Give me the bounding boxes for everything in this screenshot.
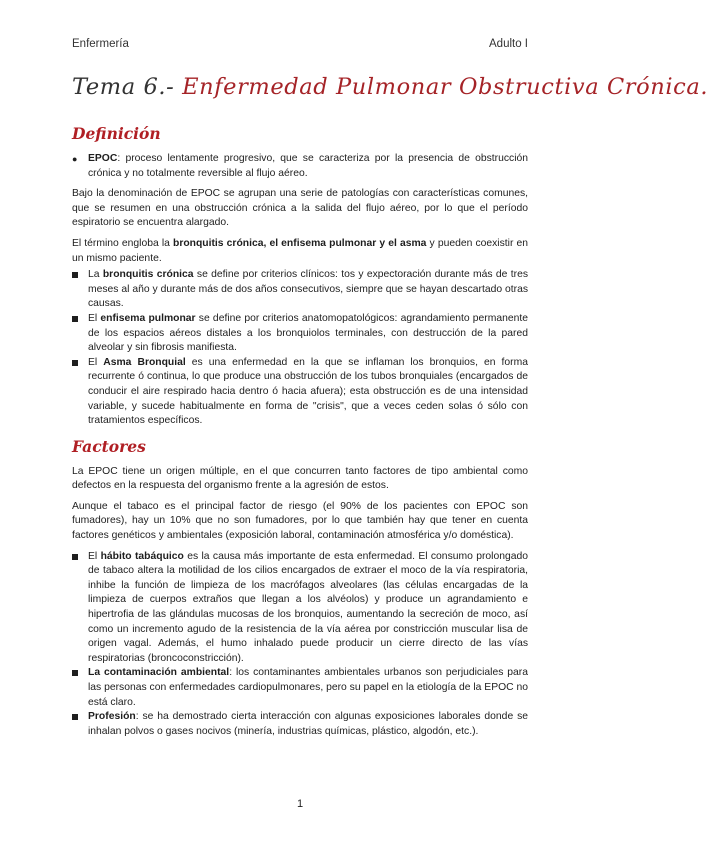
title-part1: Tema 6.- bbox=[72, 74, 175, 100]
list-item: La bronquitis crónica se define por criterios clínicos: tos y expectoración durante más de tres meses al año y durante más de dos años consecutivos, siempre que se hayan descartado otras causas. bbox=[72, 268, 528, 312]
header-right: Adulto I bbox=[489, 38, 528, 50]
bullet-square-icon bbox=[72, 356, 88, 429]
section-heading-factores: Factores bbox=[72, 436, 146, 456]
paragraph: El término engloba la bronquitis crónica, el enfisema pulmonar y el asma y pueden coexistir en un mismo paciente. bbox=[72, 237, 529, 264]
list-item: Profesión: se ha demostrado cierta interacción con algunas exposiciones laborales donde se inhalan polvos o gases nocivos (minería, industrias químicas, plástico, algodón, etc.). bbox=[72, 710, 528, 739]
list-item: El hábito tabáquico es la causa más importante de esta enfermedad. El consumo prolongado de tabaco altera la motilidad de los cilios encargados de extraer el moco de la vía respiratoria, inhibe la función de limpieza de los macrófagos alveolares (las células encargadas de la limpieza de cuerpos extraños que llegan a los alvéolos) y produce un agrandamiento e hipertrofia de las glándulas mucosas de los bronquios, aumentando la secreción de moco, así como un incremento agudo de la resistencia de la vía aérea por constricción muscular lisa de origen vagal. Además, el humo inhalado puede producir un cierre directo de las vías respiratorias (broncoconstricción). bbox=[72, 550, 528, 667]
list-item: El Asma Bronquial es una enfermedad en la que se inflaman los bronquios, en forma recurrente ó continua, lo que produce una obstrucción de los tubos bronquiales (encargados de conducir el aire respirado hacia dentro ó hacia afuera); esta obstrucción es de una intensidad variable, y sucede habitualmente en forma de "crisis", que a veces ceden solas ó sólo con tratamientos específicos. bbox=[72, 356, 528, 429]
bullet-dot-icon: ● bbox=[72, 154, 78, 164]
page-title bbox=[72, 74, 708, 100]
list-item: La contaminación ambiental: los contaminantes ambientales urbanos son perjudiciales para las personas con enfermedades cardiopulmonares, pero su papel en la etiología de la EPOC no está claro. bbox=[72, 666, 528, 710]
bullet-square-icon bbox=[72, 312, 88, 356]
paragraph: La EPOC tiene un origen múltiple, en el que concurren tanto factores de tipo ambiental como defectos en la respuesta del organismo frente a la agresión de estos. bbox=[72, 465, 528, 492]
section-heading-definicion: Definición bbox=[72, 124, 161, 143]
paragraph: Aunque el tabaco es el principal factor de riesgo (el 90% de los pacientes con EPOC son fumadores), hay un 10% que no son fumadores, por lo que también hay que tener en cuenta factores genéticos y ambientales (exposición laboral, contaminación atmosférica y/o doméstica). bbox=[72, 500, 528, 542]
term-epoc: EPOC bbox=[88, 153, 118, 164]
bullet-square-icon bbox=[72, 550, 88, 667]
paragraph: Bajo la denominación de EPOC se agrupan una serie de patologías con características comunes, que se resumen en una obstrucción crónica a la salida del flujo aéreo, por lo que el período espiratorio se encuentra alargado. bbox=[72, 188, 528, 229]
list-item: El enfisema pulmonar se define por criterios anatomopatológicos: agrandamiento permanente de los espacios aéreos distales a los bronquiolos terminales, con destrucción de la pared alveolar y sin fibrosis manifiesta. bbox=[72, 312, 528, 356]
document-body bbox=[72, 120, 528, 739]
title-part2: Enfermedad Pulmonar Obstructiva Crónica. bbox=[174, 74, 708, 100]
list-item: ● EPOC: proceso lentamente progresivo, que se caracteriza por la presencia de obstrucción crónica y no totalmente reversible al flujo aéreo. bbox=[72, 152, 528, 181]
bullet-square-icon bbox=[72, 710, 88, 739]
bullet-square-icon bbox=[72, 666, 88, 710]
page-number: 1 bbox=[296, 798, 304, 810]
bullet-square-icon bbox=[72, 268, 88, 312]
header-left: Enfermería bbox=[72, 38, 129, 50]
